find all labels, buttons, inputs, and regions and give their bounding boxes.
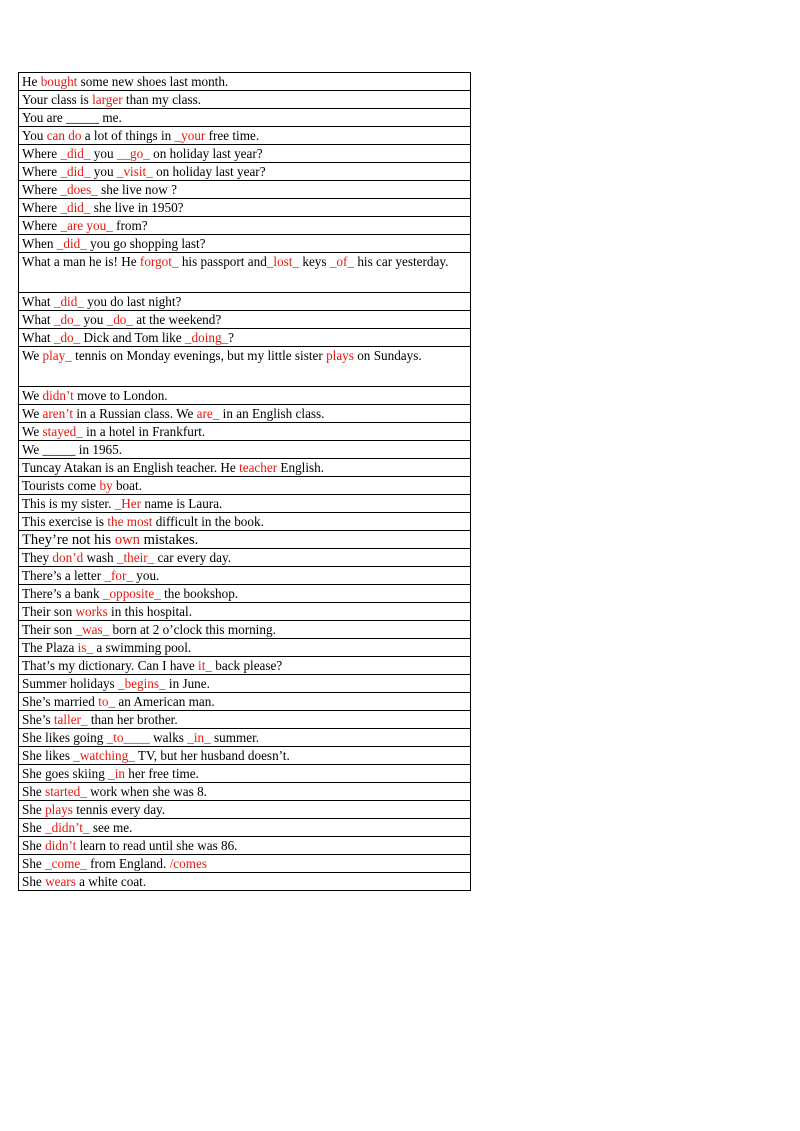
sentence-cell — [19, 217, 471, 235]
sentence-text: Your class is — [22, 92, 93, 107]
sentence-cell — [19, 91, 471, 109]
answer-text: _visit_ — [116, 164, 153, 179]
sentence-text: boat. — [112, 478, 142, 493]
sentence-text: They — [22, 550, 53, 565]
table-row — [19, 387, 471, 405]
table-row — [19, 441, 471, 459]
answer-text: _did_ — [53, 294, 84, 309]
sentence-text: That’s my dictionary. Can I have — [22, 658, 199, 673]
sentence-cell — [19, 549, 471, 567]
sentence-text: She likes — [22, 748, 74, 763]
table-row — [19, 181, 471, 199]
table-row — [19, 73, 471, 91]
answer-text: plays — [45, 802, 73, 817]
sentence-text: you go shopping last? — [86, 236, 206, 251]
answer-text: forgot_ — [139, 254, 179, 269]
sentence-text: in this hospital. — [107, 604, 192, 619]
answer-text: can do — [46, 128, 82, 143]
sentence-text: We _____ in 1965. — [22, 442, 123, 457]
sentence-text: What — [22, 312, 54, 327]
sentence-text: She — [22, 820, 46, 835]
answer-text: stayed_ — [42, 424, 83, 439]
answer-text: _your — [174, 128, 206, 143]
sentence-cell — [19, 145, 471, 163]
table-row — [19, 405, 471, 423]
answer-text: started_ — [45, 784, 87, 799]
sentence-text: learn to read until she was 86. — [76, 838, 238, 853]
sentence-text: She’s married — [22, 694, 99, 709]
sentence-text: in a Russian class. We — [73, 406, 197, 421]
sentence-text: car every day. — [154, 550, 232, 565]
sentence-text: her free time. — [124, 766, 199, 781]
sentence-cell — [19, 639, 471, 657]
sentence-text: This is my sister. — [22, 496, 115, 511]
sentence-text: born at 2 o’clock this morning. — [109, 622, 276, 637]
table-row — [19, 819, 471, 837]
table-row — [19, 477, 471, 495]
answer-text: taller_ — [53, 712, 88, 727]
table-row — [19, 711, 471, 729]
sentence-text: the bookshop. — [160, 586, 239, 601]
sentence-text: summer. — [210, 730, 260, 745]
sentence-cell — [19, 405, 471, 423]
answer-text: it_ — [198, 658, 212, 673]
sentence-cell — [19, 181, 471, 199]
answer-text: own — [114, 532, 140, 548]
sentence-cell — [19, 765, 471, 783]
sentence-text: She — [22, 838, 46, 853]
sentence-text: TV, but her husband doesn’t. — [134, 748, 290, 763]
answer-text: didn’t — [42, 388, 74, 403]
table-row — [19, 693, 471, 711]
sentence-text: you — [90, 146, 117, 161]
answer-text: _did_ — [60, 164, 91, 179]
sentence-text: What a man he is! He — [22, 254, 140, 269]
exercise-table-body — [19, 73, 471, 891]
sentence-text: Their son — [22, 622, 76, 637]
sentence-text: she live in 1950? — [90, 200, 184, 215]
sentence-text: an American man. — [115, 694, 215, 709]
table-row — [19, 459, 471, 477]
table-row — [19, 91, 471, 109]
table-row — [19, 311, 471, 329]
sentence-cell — [19, 675, 471, 693]
sentence-cell — [19, 73, 471, 91]
table-row — [19, 235, 471, 253]
sentence-text: at the weekend? — [132, 312, 222, 327]
answer-text: _does_ — [60, 182, 98, 197]
sentence-text: You are _____ me. — [22, 110, 122, 125]
sentence-cell — [19, 567, 471, 585]
answer-text: _did_ — [60, 200, 91, 215]
answer-text: didn’t — [45, 838, 77, 853]
answer-text: _Her — [114, 496, 142, 511]
table-row — [19, 163, 471, 181]
answer-text: by — [99, 478, 113, 493]
sentence-text: walks — [149, 730, 188, 745]
answer-text: plays — [326, 348, 354, 363]
answer-text: _did_ — [60, 146, 91, 161]
sentence-text: She goes skiing — [22, 766, 109, 781]
answer-text: play_ — [42, 348, 72, 363]
sentence-text: He — [22, 74, 41, 89]
answer-text: _do_ — [106, 312, 133, 327]
sentence-text: difficult in the book. — [152, 514, 264, 529]
sentence-cell — [19, 531, 471, 549]
sentence-cell — [19, 423, 471, 441]
sentence-text: We — [22, 388, 43, 403]
table-row — [19, 657, 471, 675]
answer-text: _of_ — [329, 254, 355, 269]
sentence-text: than her brother. — [87, 712, 178, 727]
sentence-text: a lot of things in — [81, 128, 175, 143]
answer-text: _begins_ — [117, 676, 166, 691]
table-row — [19, 729, 471, 747]
sentence-text: see me. — [89, 820, 133, 835]
table-row — [19, 495, 471, 513]
sentence-cell — [19, 693, 471, 711]
sentence-cell — [19, 855, 471, 873]
answer-text: _come_ — [45, 856, 87, 871]
sentence-text: from England. — [86, 856, 170, 871]
table-row — [19, 567, 471, 585]
table-row — [19, 423, 471, 441]
sentence-cell — [19, 477, 471, 495]
sentence-text: Where — [22, 200, 61, 215]
answer-text: _in_ — [187, 730, 211, 745]
sentence-cell — [19, 329, 471, 347]
sentence-text: his car yesterday. — [354, 254, 449, 269]
table-row — [19, 783, 471, 801]
sentence-cell — [19, 127, 471, 145]
sentence-text: The Plaza — [22, 640, 78, 655]
sentence-text: keys — [299, 254, 330, 269]
sentence-cell — [19, 837, 471, 855]
sentence-text: wash — [83, 550, 117, 565]
table-row — [19, 801, 471, 819]
sentence-text: Where — [22, 218, 61, 233]
table-row — [19, 329, 471, 347]
sentence-cell — [19, 253, 471, 293]
sentence-text: mistakes. — [139, 532, 199, 548]
table-row — [19, 603, 471, 621]
sentence-text: She likes going — [22, 730, 107, 745]
table-row — [19, 855, 471, 873]
sentence-text: She — [22, 874, 46, 889]
sentence-cell — [19, 621, 471, 639]
answer-text: teacher — [239, 460, 278, 475]
table-row — [19, 549, 471, 567]
table-row — [19, 675, 471, 693]
answer-text: larger — [92, 92, 123, 107]
sentence-text: Dick and Tom like — [80, 330, 185, 345]
table-row — [19, 621, 471, 639]
sentence-cell — [19, 163, 471, 181]
sentence-text: than my class. — [122, 92, 202, 107]
table-row — [19, 347, 471, 387]
answer-text: _to____ — [106, 730, 150, 745]
table-row — [19, 217, 471, 235]
sentence-text: a swimming pool. — [93, 640, 192, 655]
table-row — [19, 127, 471, 145]
sentence-cell — [19, 801, 471, 819]
sentence-text: They’re not his — [22, 532, 115, 548]
table-row — [19, 837, 471, 855]
exercise-table — [18, 72, 471, 891]
sentence-text: move to London. — [73, 388, 168, 403]
sentence-text: name is Laura. — [141, 496, 223, 511]
table-row — [19, 145, 471, 163]
answer-text: _for_ — [104, 568, 133, 583]
answer-text: don’d — [52, 550, 84, 565]
answer-text: _was_ — [75, 622, 110, 637]
sentence-cell — [19, 657, 471, 675]
answer-text: __go_ — [116, 146, 150, 161]
sentence-cell — [19, 441, 471, 459]
sentence-cell — [19, 747, 471, 765]
table-row — [19, 199, 471, 217]
table-row — [19, 585, 471, 603]
sentence-cell — [19, 293, 471, 311]
sentence-cell — [19, 109, 471, 127]
sentence-text: We — [22, 424, 43, 439]
sentence-text: We — [22, 348, 43, 363]
sentence-text: She — [22, 856, 46, 871]
answer-text: _did_ — [56, 236, 87, 251]
answer-text: _doing_ — [184, 330, 229, 345]
answer-text: /comes — [169, 856, 207, 871]
answer-text: _in — [108, 766, 125, 781]
sentence-text: you — [80, 312, 107, 327]
answer-text: _do_ — [53, 330, 81, 345]
sentence-text: in a hotel in Frankfurt. — [82, 424, 206, 439]
sentence-text: There’s a bank — [22, 586, 103, 601]
sentence-text: Tuncay Atakan is an English teacher. He — [22, 460, 240, 475]
answer-text: aren’t — [42, 406, 74, 421]
answer-text: works — [75, 604, 108, 619]
sentence-text: on holiday last year? — [149, 146, 263, 161]
sentence-cell — [19, 819, 471, 837]
answer-text: are_ — [196, 406, 220, 421]
table-row — [19, 253, 471, 293]
sentence-cell — [19, 199, 471, 217]
sentence-cell — [19, 459, 471, 477]
sentence-text: Their son — [22, 604, 76, 619]
sentence-text: This exercise is — [22, 514, 108, 529]
table-row — [19, 747, 471, 765]
sentence-text: Where — [22, 164, 61, 179]
sentence-cell — [19, 711, 471, 729]
sentence-text: some new shoes last month. — [77, 74, 229, 89]
sentence-text: from? — [112, 218, 148, 233]
sentence-text: Summer holidays — [22, 676, 118, 691]
sentence-cell — [19, 235, 471, 253]
sentence-text: work when she was 8. — [86, 784, 207, 799]
sentence-cell — [19, 729, 471, 747]
sentence-text: She — [22, 784, 46, 799]
table-row — [19, 873, 471, 891]
sentence-text: What — [22, 294, 54, 309]
sentence-text: Where — [22, 182, 61, 197]
sentence-cell — [19, 513, 471, 531]
sentence-text: you do last night? — [83, 294, 182, 309]
sentence-text: There’s a letter — [22, 568, 105, 583]
sentence-text: you. — [132, 568, 160, 583]
answer-text: _opposite_ — [102, 586, 161, 601]
answer-text: _lost_ — [266, 254, 300, 269]
answer-text: _watching_ — [73, 748, 135, 763]
sentence-text: she live now ? — [97, 182, 177, 197]
table-row — [19, 109, 471, 127]
sentence-text: you — [90, 164, 117, 179]
sentence-text: We — [22, 406, 43, 421]
sentence-text: on holiday last year? — [152, 164, 266, 179]
sentence-text: ? — [228, 330, 235, 345]
sentence-text: When — [22, 236, 57, 251]
table-row — [19, 513, 471, 531]
answer-text: to_ — [98, 694, 116, 709]
sentence-cell — [19, 387, 471, 405]
sentence-cell — [19, 311, 471, 329]
answer-text: _didn’t_ — [45, 820, 90, 835]
sentence-text: Tourists come — [22, 478, 100, 493]
answer-text: is_ — [77, 640, 94, 655]
sentence-cell — [19, 603, 471, 621]
answer-text: _their_ — [116, 550, 155, 565]
answer-text: the most — [107, 514, 153, 529]
sentence-text: in June. — [165, 676, 210, 691]
table-row — [19, 531, 471, 549]
sentence-cell — [19, 585, 471, 603]
sentence-cell — [19, 495, 471, 513]
sentence-cell — [19, 873, 471, 891]
sentence-text: free time. — [205, 128, 260, 143]
sentence-text: in an English class. — [219, 406, 325, 421]
sentence-text: tennis on Monday evenings, but my little sister — [71, 348, 327, 363]
sentence-text: Where — [22, 146, 61, 161]
sentence-cell — [19, 347, 471, 387]
sentence-text: on Sundays. — [353, 348, 422, 363]
table-row — [19, 765, 471, 783]
sentence-text: She’s — [22, 712, 54, 727]
sentence-text: a white coat. — [75, 874, 147, 889]
answer-text: wears — [45, 874, 76, 889]
answer-text: _are you_ — [60, 218, 113, 233]
sentence-text: You — [22, 128, 47, 143]
sentence-text: English. — [277, 460, 325, 475]
table-row — [19, 293, 471, 311]
sentence-text: back please? — [211, 658, 283, 673]
answer-text: _do_ — [53, 312, 81, 327]
table-row — [19, 639, 471, 657]
sentence-text: tennis every day. — [72, 802, 166, 817]
sentence-cell — [19, 783, 471, 801]
sentence-text: his passport and — [178, 254, 267, 269]
answer-text: bought — [40, 74, 78, 89]
sentence-text: What — [22, 330, 54, 345]
sentence-text: She — [22, 802, 46, 817]
